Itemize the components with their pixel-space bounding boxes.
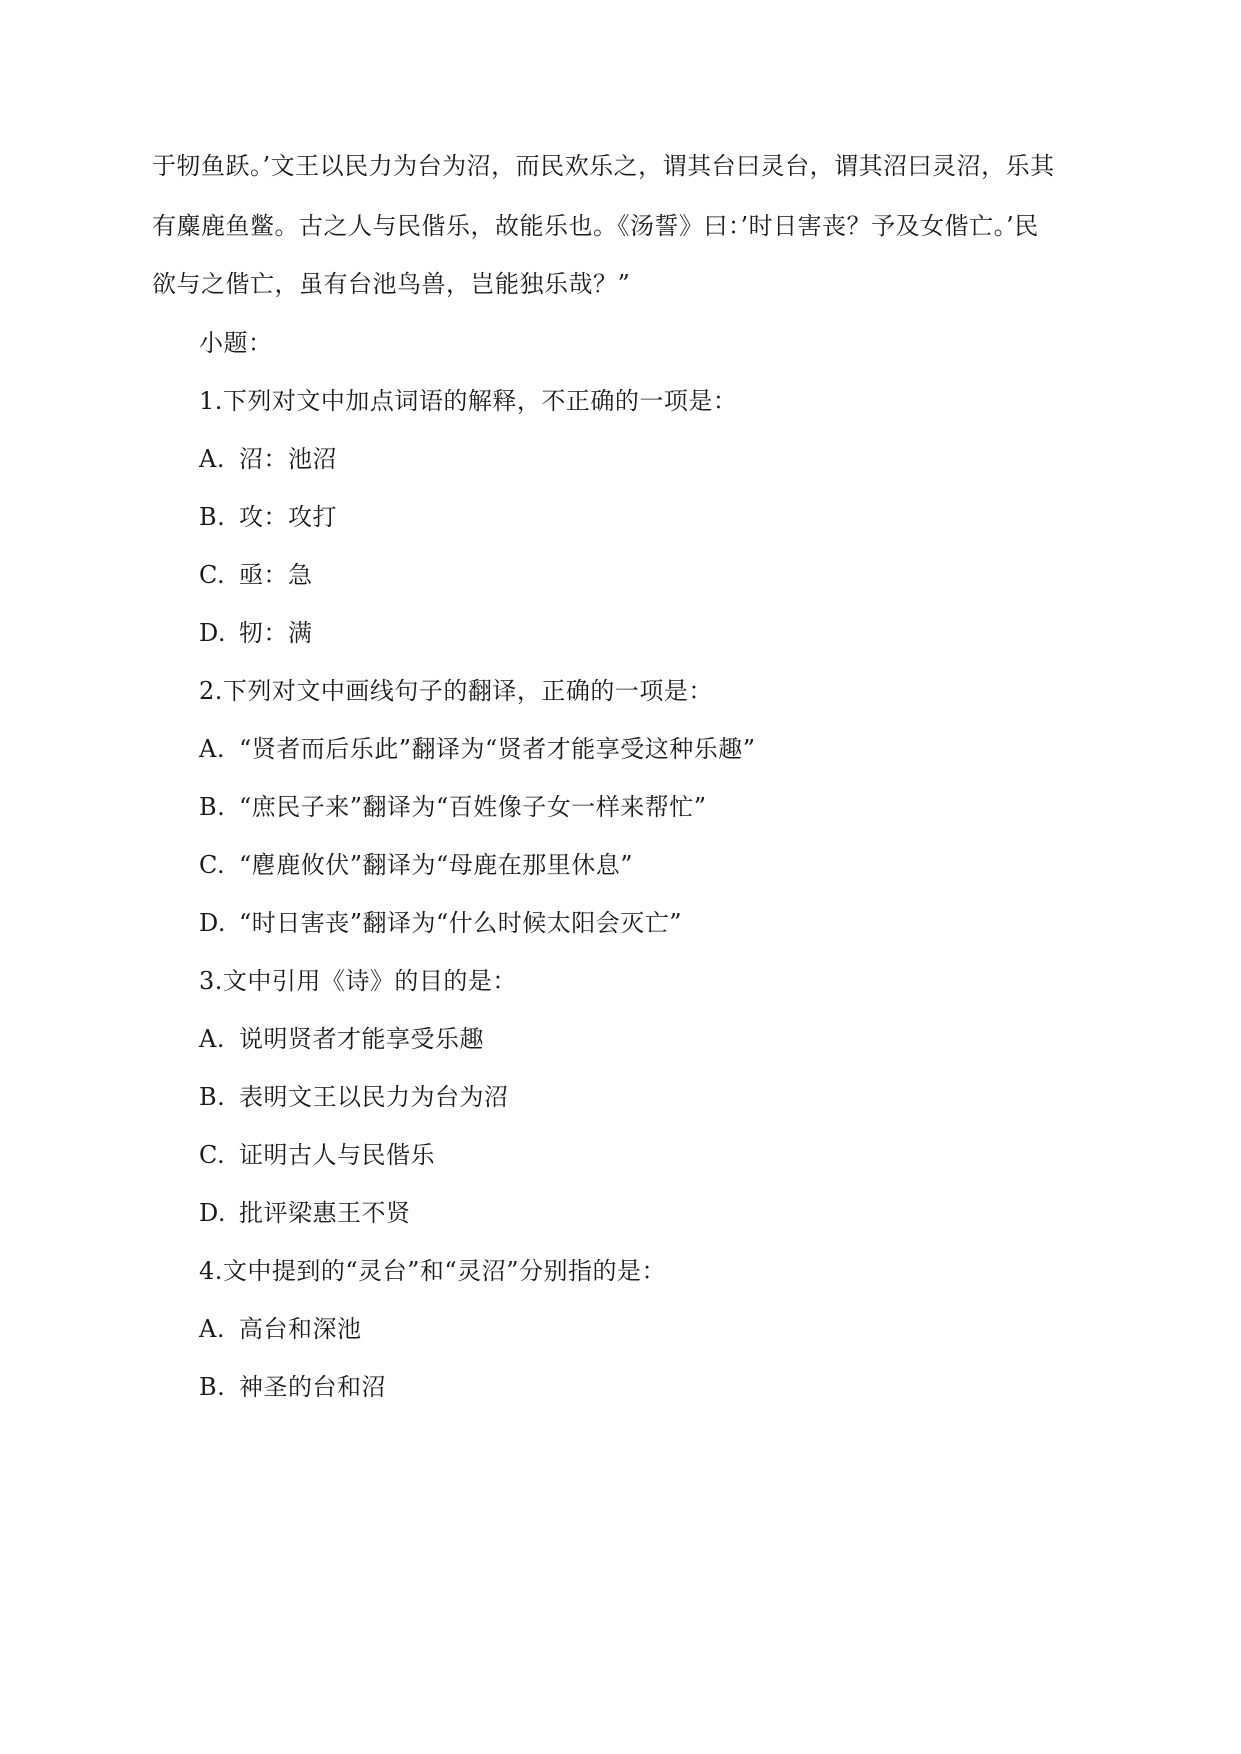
passage-line: 于牣鱼跃。’文王以民力为台为沼，而民欢乐之，谓其台曰灵台，谓其沼曰灵沼，乐其 [152, 152, 1055, 180]
option-letter: D. [199, 909, 227, 937]
question-stem: 2.下列对文中画线句子的翻译，正确的一项是： [199, 677, 713, 705]
option-letter: D. [199, 1199, 227, 1227]
question-stem: 4.文中提到的“灵台”和“灵沼”分别指的是： [199, 1257, 666, 1285]
option-letter: A. [199, 735, 225, 763]
option-c [199, 559, 313, 591]
option-letter: B. [199, 1083, 226, 1111]
option-b [199, 501, 337, 533]
option-letter: B. [199, 503, 226, 531]
option-text: 表明文王以民力为台为沼 [239, 1083, 509, 1111]
option-text: 亟：急 [239, 561, 313, 589]
option-text: 神圣的台和沼 [239, 1373, 386, 1401]
option-text: 攻：攻打 [239, 503, 337, 531]
option-text: “时日害丧”翻译为“什么时候太阳会灭亡” [239, 909, 683, 937]
passage-line: 欲与之偕亡，虽有台池鸟兽，岂能独乐哉？” [152, 270, 631, 298]
option-a [199, 1313, 362, 1345]
option-letter: B. [199, 1373, 226, 1401]
option-text: 证明古人与民偕乐 [239, 1141, 435, 1169]
option-text: 沼：池沼 [239, 445, 337, 473]
option-b [199, 791, 707, 823]
option-a [199, 733, 756, 765]
option-a [199, 443, 337, 475]
option-d [199, 1197, 411, 1229]
option-d [199, 617, 313, 649]
option-d [199, 907, 682, 939]
option-letter: C. [199, 1141, 226, 1169]
option-text: “麀鹿攸伏”翻译为“母鹿在那里休息” [239, 851, 634, 879]
option-letter: A. [199, 1025, 225, 1053]
option-b [199, 1081, 509, 1113]
option-c [199, 1139, 435, 1171]
option-text: “庶民子来”翻译为“百姓像子女一样来帮忙” [239, 793, 707, 821]
option-letter: A. [199, 1315, 225, 1343]
option-letter: C. [199, 851, 226, 879]
option-c [199, 849, 633, 881]
option-letter: B. [199, 793, 226, 821]
option-letter: D. [199, 619, 227, 647]
option-text: 批评梁惠王不贤 [239, 1199, 411, 1227]
option-text: 说明贤者才能享受乐趣 [239, 1025, 484, 1053]
option-letter: C. [199, 561, 226, 589]
option-text: 牣：满 [239, 619, 313, 647]
option-text: 高台和深池 [239, 1315, 362, 1343]
section-label: 小题： [199, 329, 273, 357]
option-text: “贤者而后乐此”翻译为“贤者才能享受这种乐趣” [239, 735, 756, 763]
option-a [199, 1023, 484, 1055]
question-stem: 3.文中引用《诗》的目的是： [199, 967, 517, 995]
question-stem: 1.下列对文中加点词语的解释，不正确的一项是： [199, 387, 738, 415]
option-b [199, 1371, 386, 1403]
option-letter: A. [199, 445, 225, 473]
passage-line: 有麋鹿鱼鳖。古之人与民偕乐，故能乐也。《汤誓》曰：’时日害丧？予及女偕亡。’民 [152, 212, 1039, 240]
